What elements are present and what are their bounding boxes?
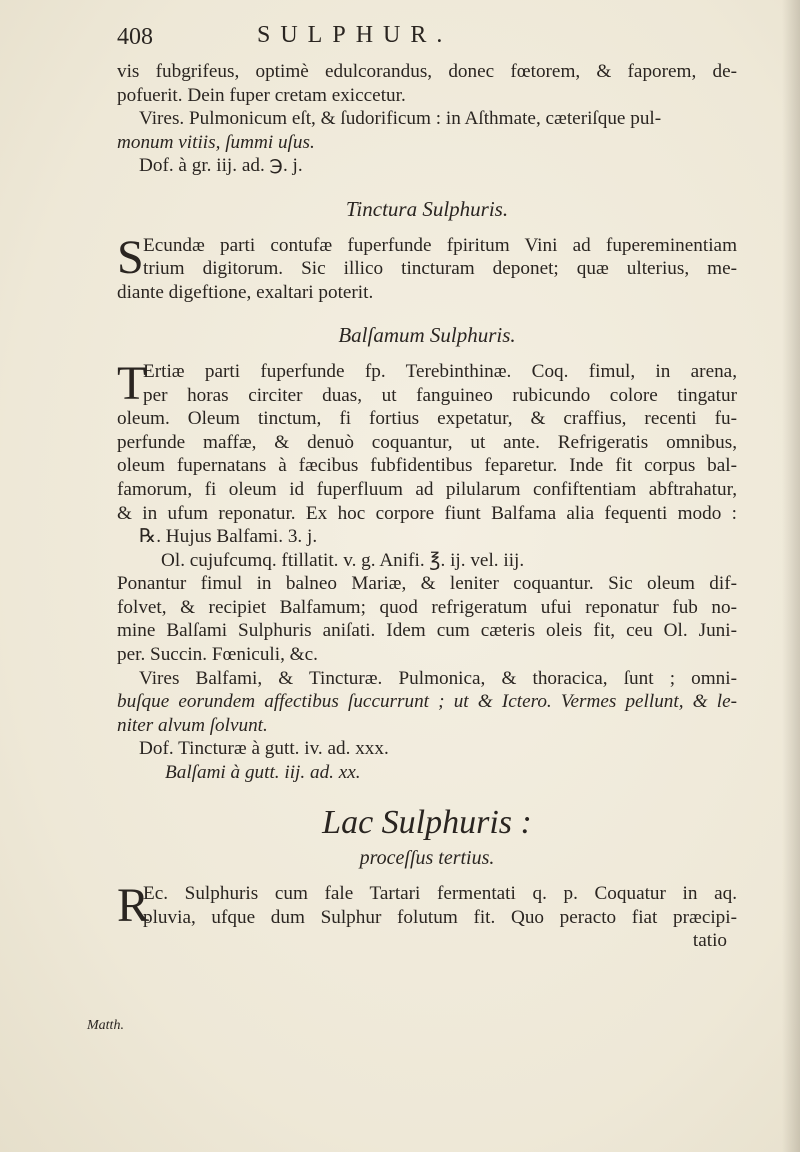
recipe-line: ℞. Hujus Balfami. 3. j. (139, 526, 318, 548)
text-line: pluvia, ufque dum Sulphur folutum fit. Quo peracto fiat præcipi- (143, 906, 737, 928)
catchword: tatio (692, 930, 727, 952)
paragraph-tinctura (117, 230, 737, 305)
recipe-line: Ol. cujufcumq. ftillatit. v. g. Anifi. ℥. ij. vel. iij. (161, 549, 525, 571)
text-line: Ecundæ parti contufæ fuperfunde fpiritum Vini ad fupereminentiam (143, 234, 737, 256)
text-line: buſque eorundem affectibus ſuccurrunt ; ut & Ictero. Vermes pellunt, & le- (117, 691, 737, 713)
drop-cap: S (117, 230, 144, 284)
drop-cap: T (117, 356, 147, 410)
dosage-line: Balſami à gutt. iij. ad. xx. (165, 762, 361, 784)
text-line: vis fubgrifeus, optimè edulcorandus, donec fœtorem, & faporem, de- (117, 61, 737, 82)
text-line: pofuerit. Dein fuper cretam exiccetur. (117, 84, 406, 106)
paragraph-balsamum (117, 356, 737, 785)
text-line: mine Balſami Sulphuris aniſati. Idem cum cæteris oleis fit, ceu Ol. Juni- (117, 620, 737, 642)
running-head: SULPHUR. (257, 22, 453, 48)
drop-cap: R (117, 879, 150, 933)
section-subheading-lac: proceſſus tertius. (359, 846, 495, 869)
text-line: niter alvum ſolvunt. (117, 714, 268, 736)
text-line: trium digitorum. Sic illico tincturam deponet; quæ ulterius, me- (143, 258, 737, 280)
dosage-line: Dof. Tincturæ à gutt. iv. ad. xxx. (139, 738, 389, 760)
dosage-line: Dof. à gr. iij. ad. ℈. j. (139, 155, 303, 177)
text-line: Ec. Sulphuris cum fale Tartari fermentati q. p. Coquatur in aq. (143, 883, 737, 905)
page-edge-shadow (782, 0, 800, 1152)
margin-note: Matth. (87, 1018, 124, 1033)
text-line: Vires. Pulmonicum eſt, & ſudorificum : in Aſthmate, cæteriſque pul- (139, 108, 662, 130)
page-header (117, 22, 717, 52)
text-line: Ponantur fimul in balneo Mariæ, & leniter coquantur. Sic oleum dif- (117, 573, 737, 595)
text-block (117, 60, 737, 953)
section-heading-tinctura: Tinctura Sulphuris. (345, 196, 509, 221)
text-line: Vires Balfami, & Tincturæ. Pulmonica, & thoracica, ſunt ; omni- (139, 667, 737, 689)
text-line: oleum. Oleum tinctum, fi fortius expetatur, & craffius, recenti fu- (117, 408, 737, 430)
text-line: famorum, fi oleum id fuperfluum ad pilularum confiftentiam abftrahatur, (117, 478, 737, 500)
paragraph-lac (117, 879, 737, 953)
text-line: oleum fupernatans à fæcibus fubfidentibus feparetur. Inde fit corpus bal- (117, 455, 737, 477)
text-line: per horas circiter duas, ut fanguineo rubicundo colore tingatur (143, 384, 737, 406)
section-heading-lac: Lac Sulphuris : (322, 803, 532, 841)
text-line: per. Succin. Fœniculi, &c. (117, 644, 318, 666)
page-number: 408 (117, 24, 153, 50)
section-heading-balsamum: Balſamum Sulphuris. (338, 323, 516, 348)
text-line: monum vitiis, ſummi uſus. (117, 131, 315, 153)
text-line: perfunde maffæ, & denuò coquantur, ut ante. Refrigeratis omnibus, (117, 431, 737, 453)
text-line: & in ufum reponatur. Ex hoc corpore fiunt Balfama alia fequenti modo : (117, 502, 737, 524)
text-line: folvet, & recipiet Balfamum; quod refrigeratum ufui reponatur fub no- (117, 596, 737, 618)
text-line: diante digeftione, exaltari poterit. (117, 281, 374, 303)
text-line: Ertiæ parti fuperfunde fp. Terebinthinæ. Coq. fimul, in arena, (143, 360, 737, 382)
